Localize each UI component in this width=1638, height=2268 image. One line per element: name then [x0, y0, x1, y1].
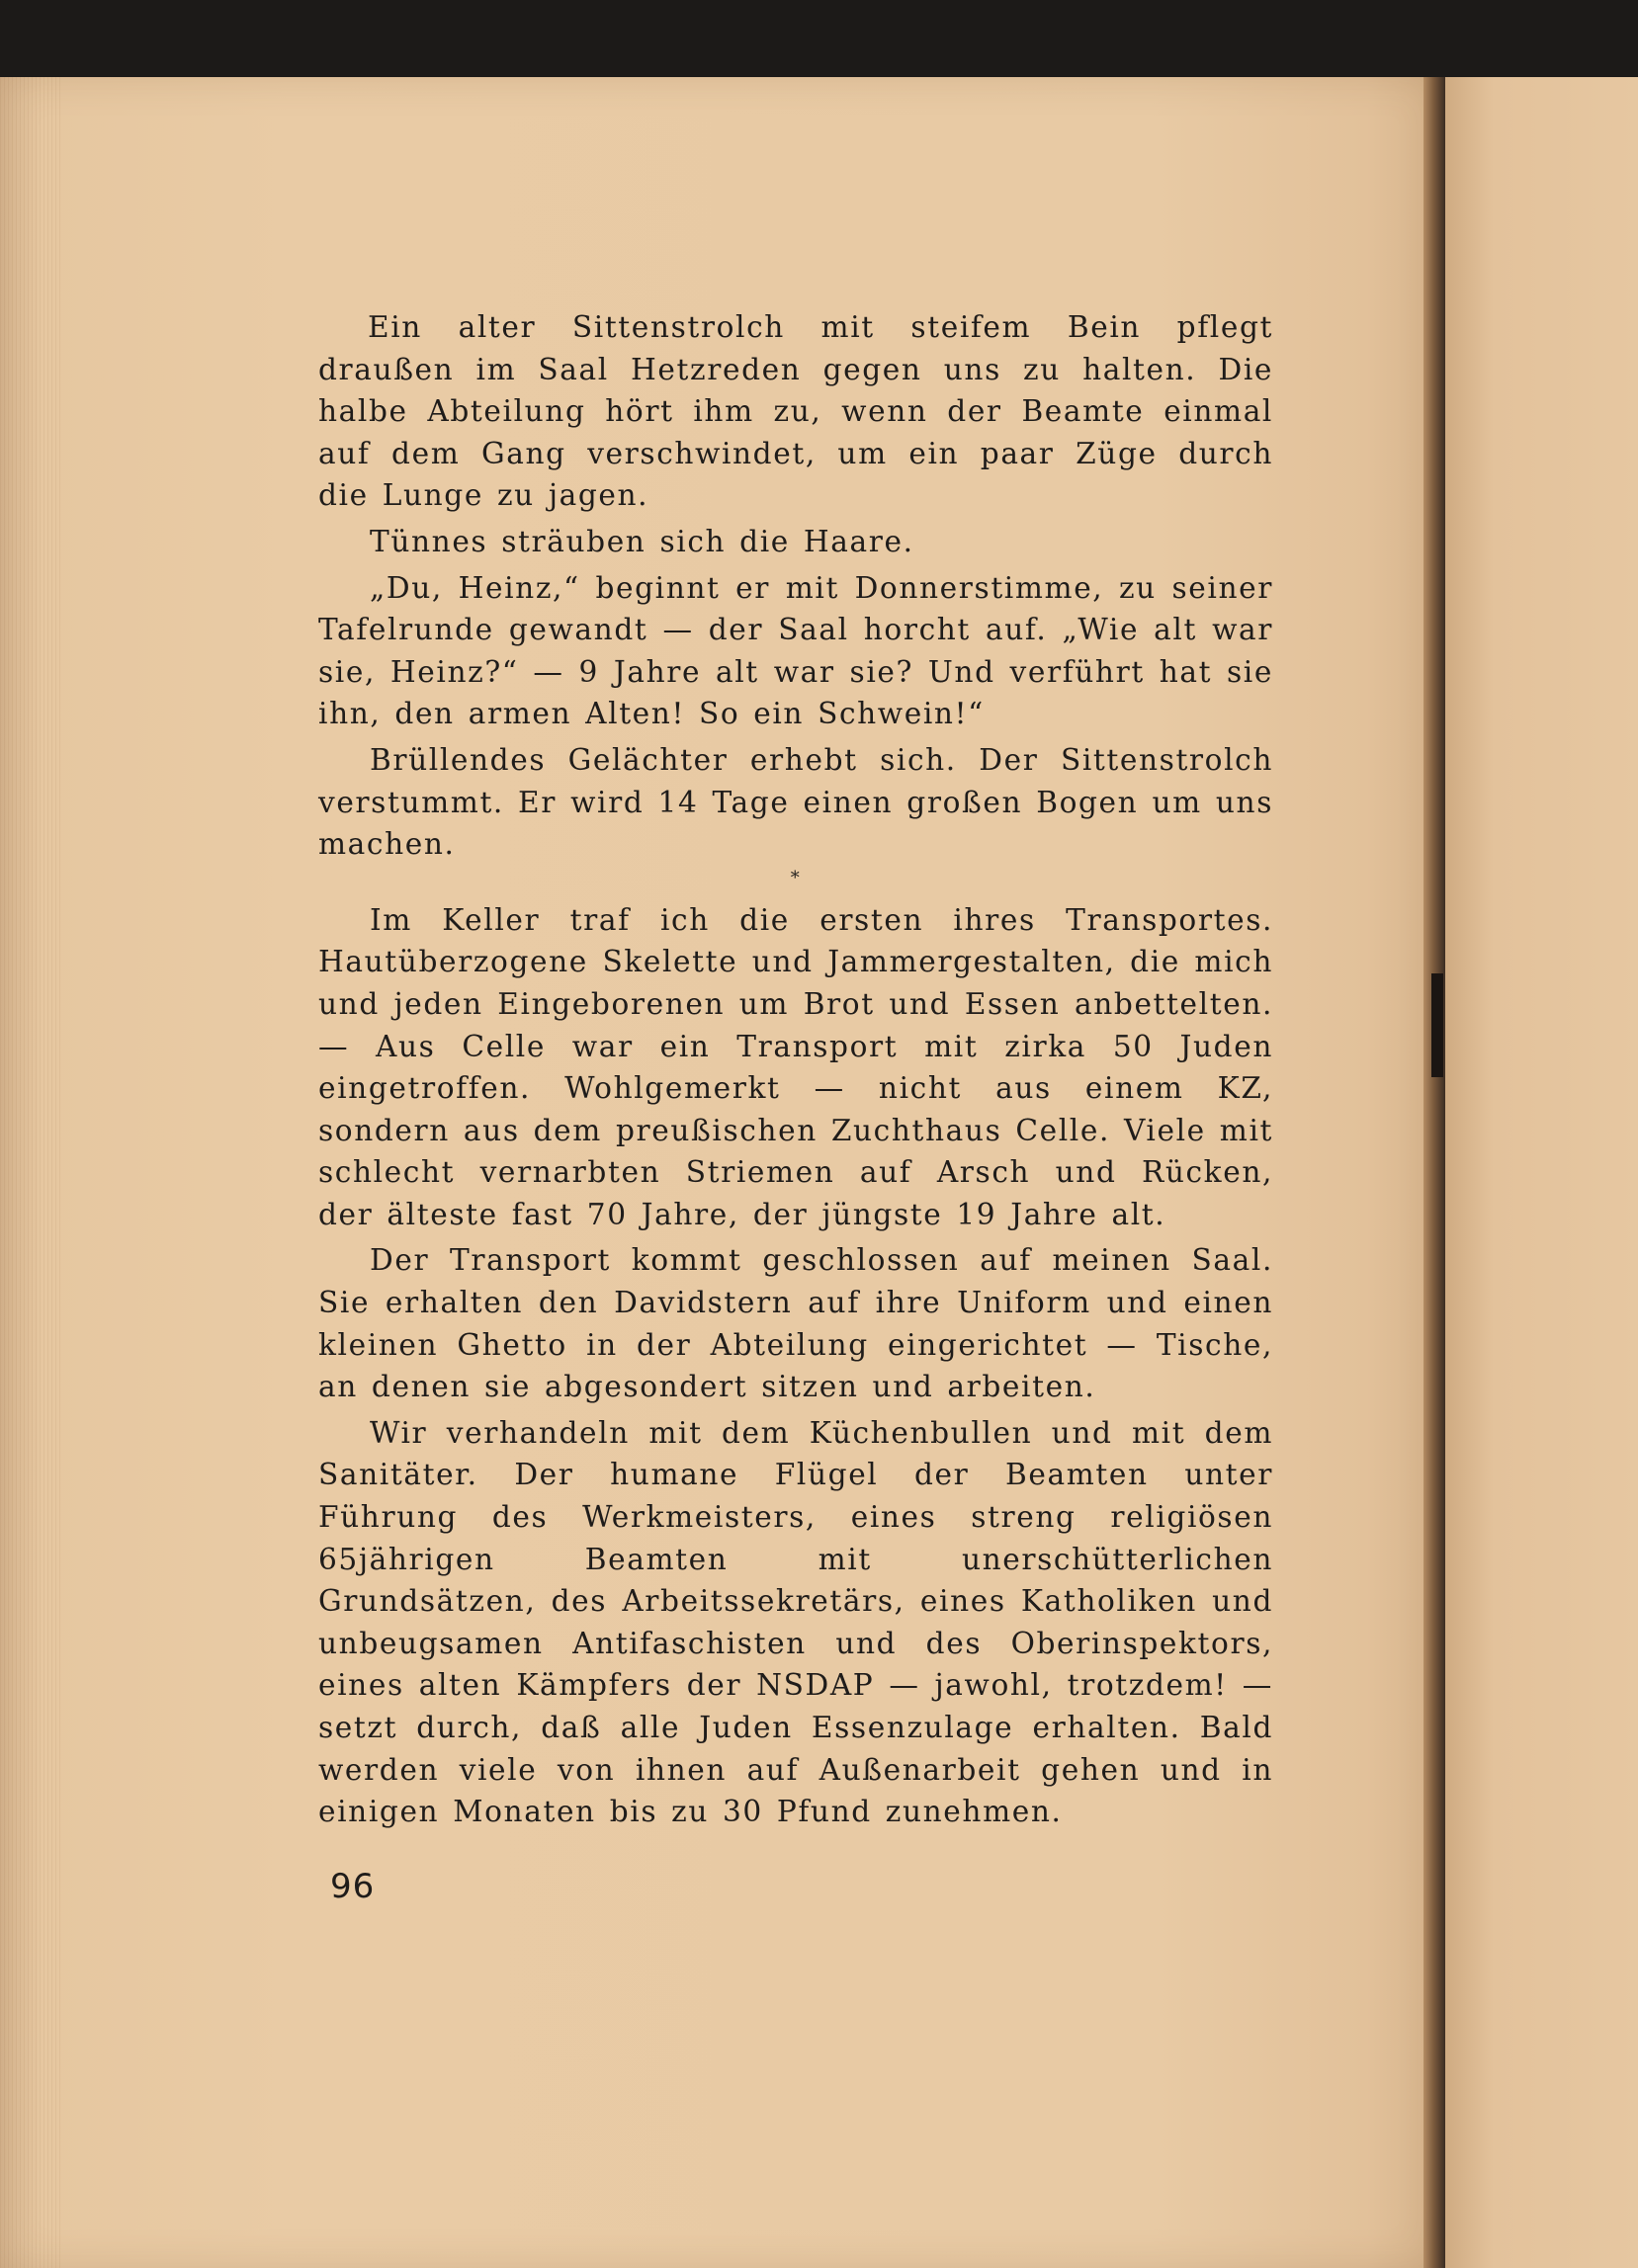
section-separator: *	[790, 867, 802, 888]
paragraph: Brüllendes Gelächter erhebt sich. Der Sittenstrolch verstummt. Er wird 14 Tage einen großen Bogen um uns machen.	[318, 742, 1273, 862]
book-gutter	[1423, 77, 1445, 2268]
page-stack-edge	[0, 77, 61, 2268]
paragraph: Wir verhandeln mit dem Küchenbullen und mit dem Sanitäter. Der humane Flügel der Beamten unter Führung des Werkmeisters, eines streng religiösen 65jährigen Beamten mit unerschütterlichen Grundsätzen, des Arbeitssekretärs, eines Katholiken und unbeugsamen Antifaschisten und des Oberinspektors, eines alten Kämpfers der NSDAP — jawohl, trotzdem! — setzt durch, daß alle Juden Essenzulage erhalten. Bald werden viele von ihnen auf Außenarbeit gehen und in einigen Monaten bis zu 30 Pfund zunehmen.	[318, 1415, 1273, 1829]
paragraph: „Du, Heinz,“ beginnt er mit Donnerstimme, zu seiner Tafelrunde gewandt — der Saal horcht auf. „Wie alt war sie, Heinz?“ — 9 Jahre alt war sie? Und verführt hat sie ihn, den armen Alten! So ein Schwein!“	[318, 570, 1273, 731]
paragraph: Tünnes sträuben sich die Haare.	[370, 524, 914, 558]
book-page-right-edge	[1445, 77, 1638, 2268]
page-number: 96	[330, 1867, 376, 1906]
paragraph: Ein alter Sittenstrolch mit steifem Bein pflegt draußen im Saal Hetzreden gegen uns zu halten. Die halbe Abteilung hört ihm zu, wenn der Beamte einmal auf dem Gang verschwindet, um ein paar Züge durch die Lunge zu jagen.	[318, 310, 1273, 513]
paragraph: Im Keller traf ich die ersten ihres Transportes. Hautüberzogene Skelette und Jammergestalten, die mich und jeden Eingeborenen um Brot und Essen anbettelten. — Aus Celle war ein Transport mit zirka 50 Juden eingetroffen. Wohlgemerkt — nicht aus einem KZ, sondern aus dem preußischen Zuchthaus Celle. Viele mit schlecht vernarbten Striemen auf Arsch und Rücken, der älteste fast 70 Jahre, der jüngste 19 Jahre alt.	[318, 902, 1274, 1231]
paragraph: Der Transport kommt geschlossen auf meinen Saal. Sie erhalten den Davidstern auf ihre Uniform und einen kleinen Ghetto in der Abteilung eingerichtet — Tische, an denen sie abgesondert sitzen und arbeiten.	[318, 1243, 1273, 1404]
binding-shadow	[1431, 973, 1443, 1077]
page-body-text	[318, 306, 1273, 1837]
